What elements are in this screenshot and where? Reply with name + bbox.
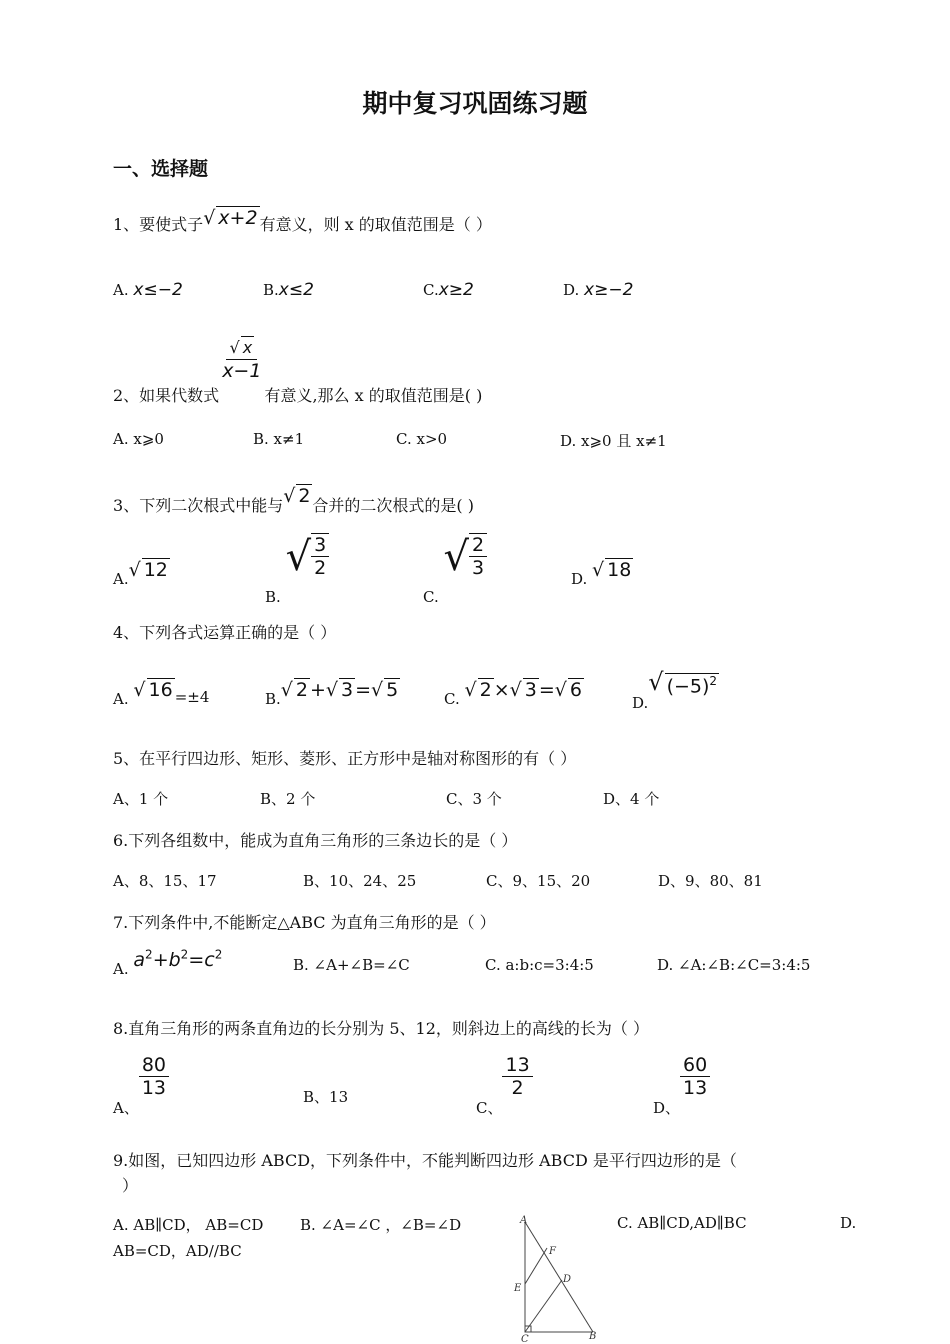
q4-b-eq: = <box>355 679 372 701</box>
q8-a-numerator: 80 <box>139 1054 169 1077</box>
q8-a-label: A、 <box>113 1098 139 1117</box>
q1-b-label: B. <box>263 281 279 299</box>
q1-prefix: 1、要使式子 <box>113 215 204 234</box>
q1-radicand: x+2 <box>218 207 258 229</box>
q9-geometry-figure <box>500 1212 610 1342</box>
q3-radicand: 2 <box>298 485 311 507</box>
q4-b-label: B. <box>265 690 281 708</box>
q4-b-rad2: 3 <box>341 679 354 701</box>
q4-b-rad3: 5 <box>386 679 399 701</box>
q4-c-label: C. <box>444 690 460 708</box>
q2-option-d: D. x⩾0 且 x≠1 <box>560 432 667 450</box>
q4-option-d <box>632 668 719 712</box>
q1-d-label: D. <box>563 281 580 299</box>
section-heading: 一、选择题 <box>113 158 209 180</box>
question-4: 4、下列各式运算正确的是（ ） <box>113 623 337 642</box>
q1-a-math: x≤−2 <box>133 280 183 300</box>
q1-option-c <box>423 280 474 300</box>
q2-option-c: C. x>0 <box>396 430 448 448</box>
q2-fraction: $\frac{√ x}{x-1}$ <box>219 336 264 382</box>
label-a: A <box>520 1215 528 1226</box>
q1-a-label: A. <box>113 281 129 299</box>
q9-option-b: B. ∠A=∠C ，∠B=∠D <box>300 1216 462 1234</box>
question-1 <box>113 207 492 235</box>
q8-c-numerator: 13 <box>502 1054 532 1077</box>
q3-d-label: D. <box>571 570 588 588</box>
q7-a-exp1: 2 <box>145 948 153 962</box>
q4-a-radical: √ 16 <box>133 679 173 701</box>
page-title: 期中复习巩固练习题 <box>362 89 588 118</box>
q7-option-c: C. a:b:c=3:4:5 <box>485 956 594 974</box>
q7-a-plus: + <box>152 949 169 972</box>
q1-d-math: x≥−2 <box>584 280 634 300</box>
q4-option-c <box>444 678 584 708</box>
q7-option-a <box>113 948 223 979</box>
q8-a-fraction <box>139 1054 169 1099</box>
q8-d-numerator: 60 <box>680 1054 710 1077</box>
q1-radical: √ x+2 <box>203 207 258 229</box>
label-e: E <box>514 1283 522 1294</box>
q8-option-c <box>476 1054 533 1117</box>
q5-option-c: C、3 个 <box>446 790 502 808</box>
q3-a-radical: √ 12 <box>128 559 168 581</box>
q6-option-b: B、10、24、25 <box>303 872 417 890</box>
q2-prefix: 2、如果代数式 <box>113 385 220 405</box>
q3-option-b: B. √ $\frac{3}{2}$ <box>265 530 329 585</box>
q9-option-d: AB=CD，AD//BC <box>113 1242 242 1260</box>
q3-c-numerator: 2 <box>469 534 487 557</box>
q2-num-radicand: x <box>242 338 253 357</box>
q4-c-times: × <box>493 679 510 701</box>
q7-option-d: D. ∠A:∠B:∠C=3:4:5 <box>657 956 811 974</box>
q3-b-fraction <box>311 533 329 579</box>
q8-c-label: C、 <box>476 1098 503 1117</box>
q3-b-denominator: 2 <box>314 557 327 579</box>
q7-a-label: A. <box>113 960 129 979</box>
q4-c-rad3: 6 <box>569 679 582 701</box>
q1-option-d <box>563 280 633 300</box>
q8-option-b: B、13 <box>303 1088 349 1106</box>
q3-a-label: A. <box>113 570 129 588</box>
q3-option-c: C. √ $\frac{2}{3}$ <box>423 530 487 585</box>
q4-a-radicand: 16 <box>148 679 173 701</box>
q4-d-inner: (−5) <box>666 675 710 697</box>
q8-a-denominator: 13 <box>141 1077 167 1099</box>
q4-c-expr: √ 2 ×√ 3 =√ 6 <box>464 679 582 701</box>
q4-c-rad1: 2 <box>479 679 492 701</box>
q9-option-d-label: D. <box>840 1214 857 1232</box>
q4-a-label: A. <box>113 690 129 708</box>
q4-option-a <box>113 678 210 708</box>
q3-radical: √ 2 <box>283 485 311 507</box>
question-6: 6.下列各组数中，能成为直角三角形的三条边长的是（ ） <box>113 831 518 850</box>
q3-c-denominator: 3 <box>472 557 485 579</box>
question-9: 9.如图，已知四边形 ABCD，下列条件中，不能判断四边形 ABCD 是平行四边形的是（ <box>113 1151 737 1170</box>
q5-option-a: A、1 个 <box>113 790 169 808</box>
q4-d-exponent: 2 <box>709 673 718 688</box>
q3-option-d <box>571 558 633 588</box>
side-ab <box>525 1222 593 1332</box>
q7-a-eq: = <box>188 949 205 972</box>
label-b: B <box>589 1331 597 1342</box>
question-8: 8.直角三角形的两条直角边的长分别为 5、12，则斜边上的高线的长为（ ） <box>113 1019 649 1038</box>
question-2 <box>113 338 483 405</box>
q3-d-radicand: 18 <box>607 559 632 581</box>
q2-option-b: B. x≠1 <box>253 430 305 448</box>
label-c: C <box>521 1334 529 1342</box>
q7-a-exp2: 2 <box>180 948 189 962</box>
q9-option-a: A. AB∥CD， AB=CD <box>113 1216 264 1234</box>
q3-b-numerator: 3 <box>311 534 329 557</box>
q6-option-c: C、9、15、20 <box>486 872 591 890</box>
q3-d-radical: √ 18 <box>592 559 632 581</box>
q3-number: 3 <box>113 496 124 515</box>
q4-d-label: D. <box>632 694 649 712</box>
segment-cd <box>525 1280 562 1332</box>
segment-ef <box>525 1248 547 1284</box>
q4-a-result: =±4 <box>174 688 210 706</box>
q4-c-eq: = <box>538 679 555 701</box>
q8-c-fraction <box>502 1054 532 1099</box>
q6-option-a: A、8、15、17 <box>113 872 217 890</box>
q7-a-var-c: c <box>204 949 215 972</box>
q8-d-fraction <box>680 1054 710 1099</box>
question-9-close: ） <box>122 1176 139 1195</box>
q2-option-a: A. x⩾0 <box>113 430 164 448</box>
q4-b-plus: + <box>310 679 326 701</box>
q3-prefix: 、下列二次根式中能与 <box>123 496 284 515</box>
q7-a-exp3: 2 <box>214 948 223 962</box>
q8-option-a <box>113 1054 169 1117</box>
question-5: 5、在平行四边形、矩形、菱形、正方形中是轴对称图形的有（ ） <box>113 749 577 768</box>
q3-option-a <box>113 558 170 588</box>
q8-d-label: D、 <box>653 1098 681 1117</box>
q3-a-radicand: 12 <box>143 559 168 581</box>
q6-option-d: D、9、80、81 <box>658 872 763 890</box>
q3-c-label: C. <box>423 588 439 606</box>
question-7: 7.下列条件中,不能断定△ABC 为直角三角形的是（ ） <box>113 913 496 932</box>
q5-option-b: B、2 个 <box>260 790 316 808</box>
q7-a-expr <box>133 949 222 971</box>
label-d: D <box>563 1274 572 1285</box>
q1-c-math: x≥2 <box>438 280 474 300</box>
q8-d-denominator: 13 <box>683 1077 708 1099</box>
label-f: F <box>549 1246 556 1257</box>
q1-suffix: 有意义，则 x 的取值范围是（ ） <box>259 215 492 234</box>
q7-a-var-a: a <box>133 949 146 972</box>
q4-d-expr: √ $(-5)^2$ <box>648 668 718 697</box>
q7-a-var-b: b <box>168 949 181 972</box>
q8-c-denominator: 2 <box>511 1077 524 1099</box>
q1-option-b <box>263 280 314 300</box>
q2-suffix: 有意义,那么 x 的取值范围是( ) <box>264 385 483 405</box>
q5-option-d: D、4 个 <box>603 790 660 808</box>
q4-option-b <box>265 678 400 708</box>
q3-b-label: B. <box>265 588 281 606</box>
q1-b-math: x≤2 <box>278 280 314 300</box>
q7-option-b: B. ∠A+∠B=∠C <box>293 956 410 974</box>
q2-denominator: x−1 <box>222 360 262 382</box>
q3-c-fraction <box>469 533 487 579</box>
q8-option-d <box>653 1054 710 1117</box>
q4-b-rad1: 2 <box>295 679 308 701</box>
q4-b-expr: √ 2 +√ 3 =√ 5 <box>280 679 399 701</box>
q9-option-c: C. AB∥CD,AD∥BC <box>617 1214 747 1232</box>
q4-c-rad2: 3 <box>524 679 537 701</box>
q1-c-label: C. <box>423 281 439 299</box>
q1-option-a <box>113 280 183 300</box>
question-3 <box>113 484 474 515</box>
q3-suffix: 合并的二次根式的是( ) <box>312 496 474 515</box>
